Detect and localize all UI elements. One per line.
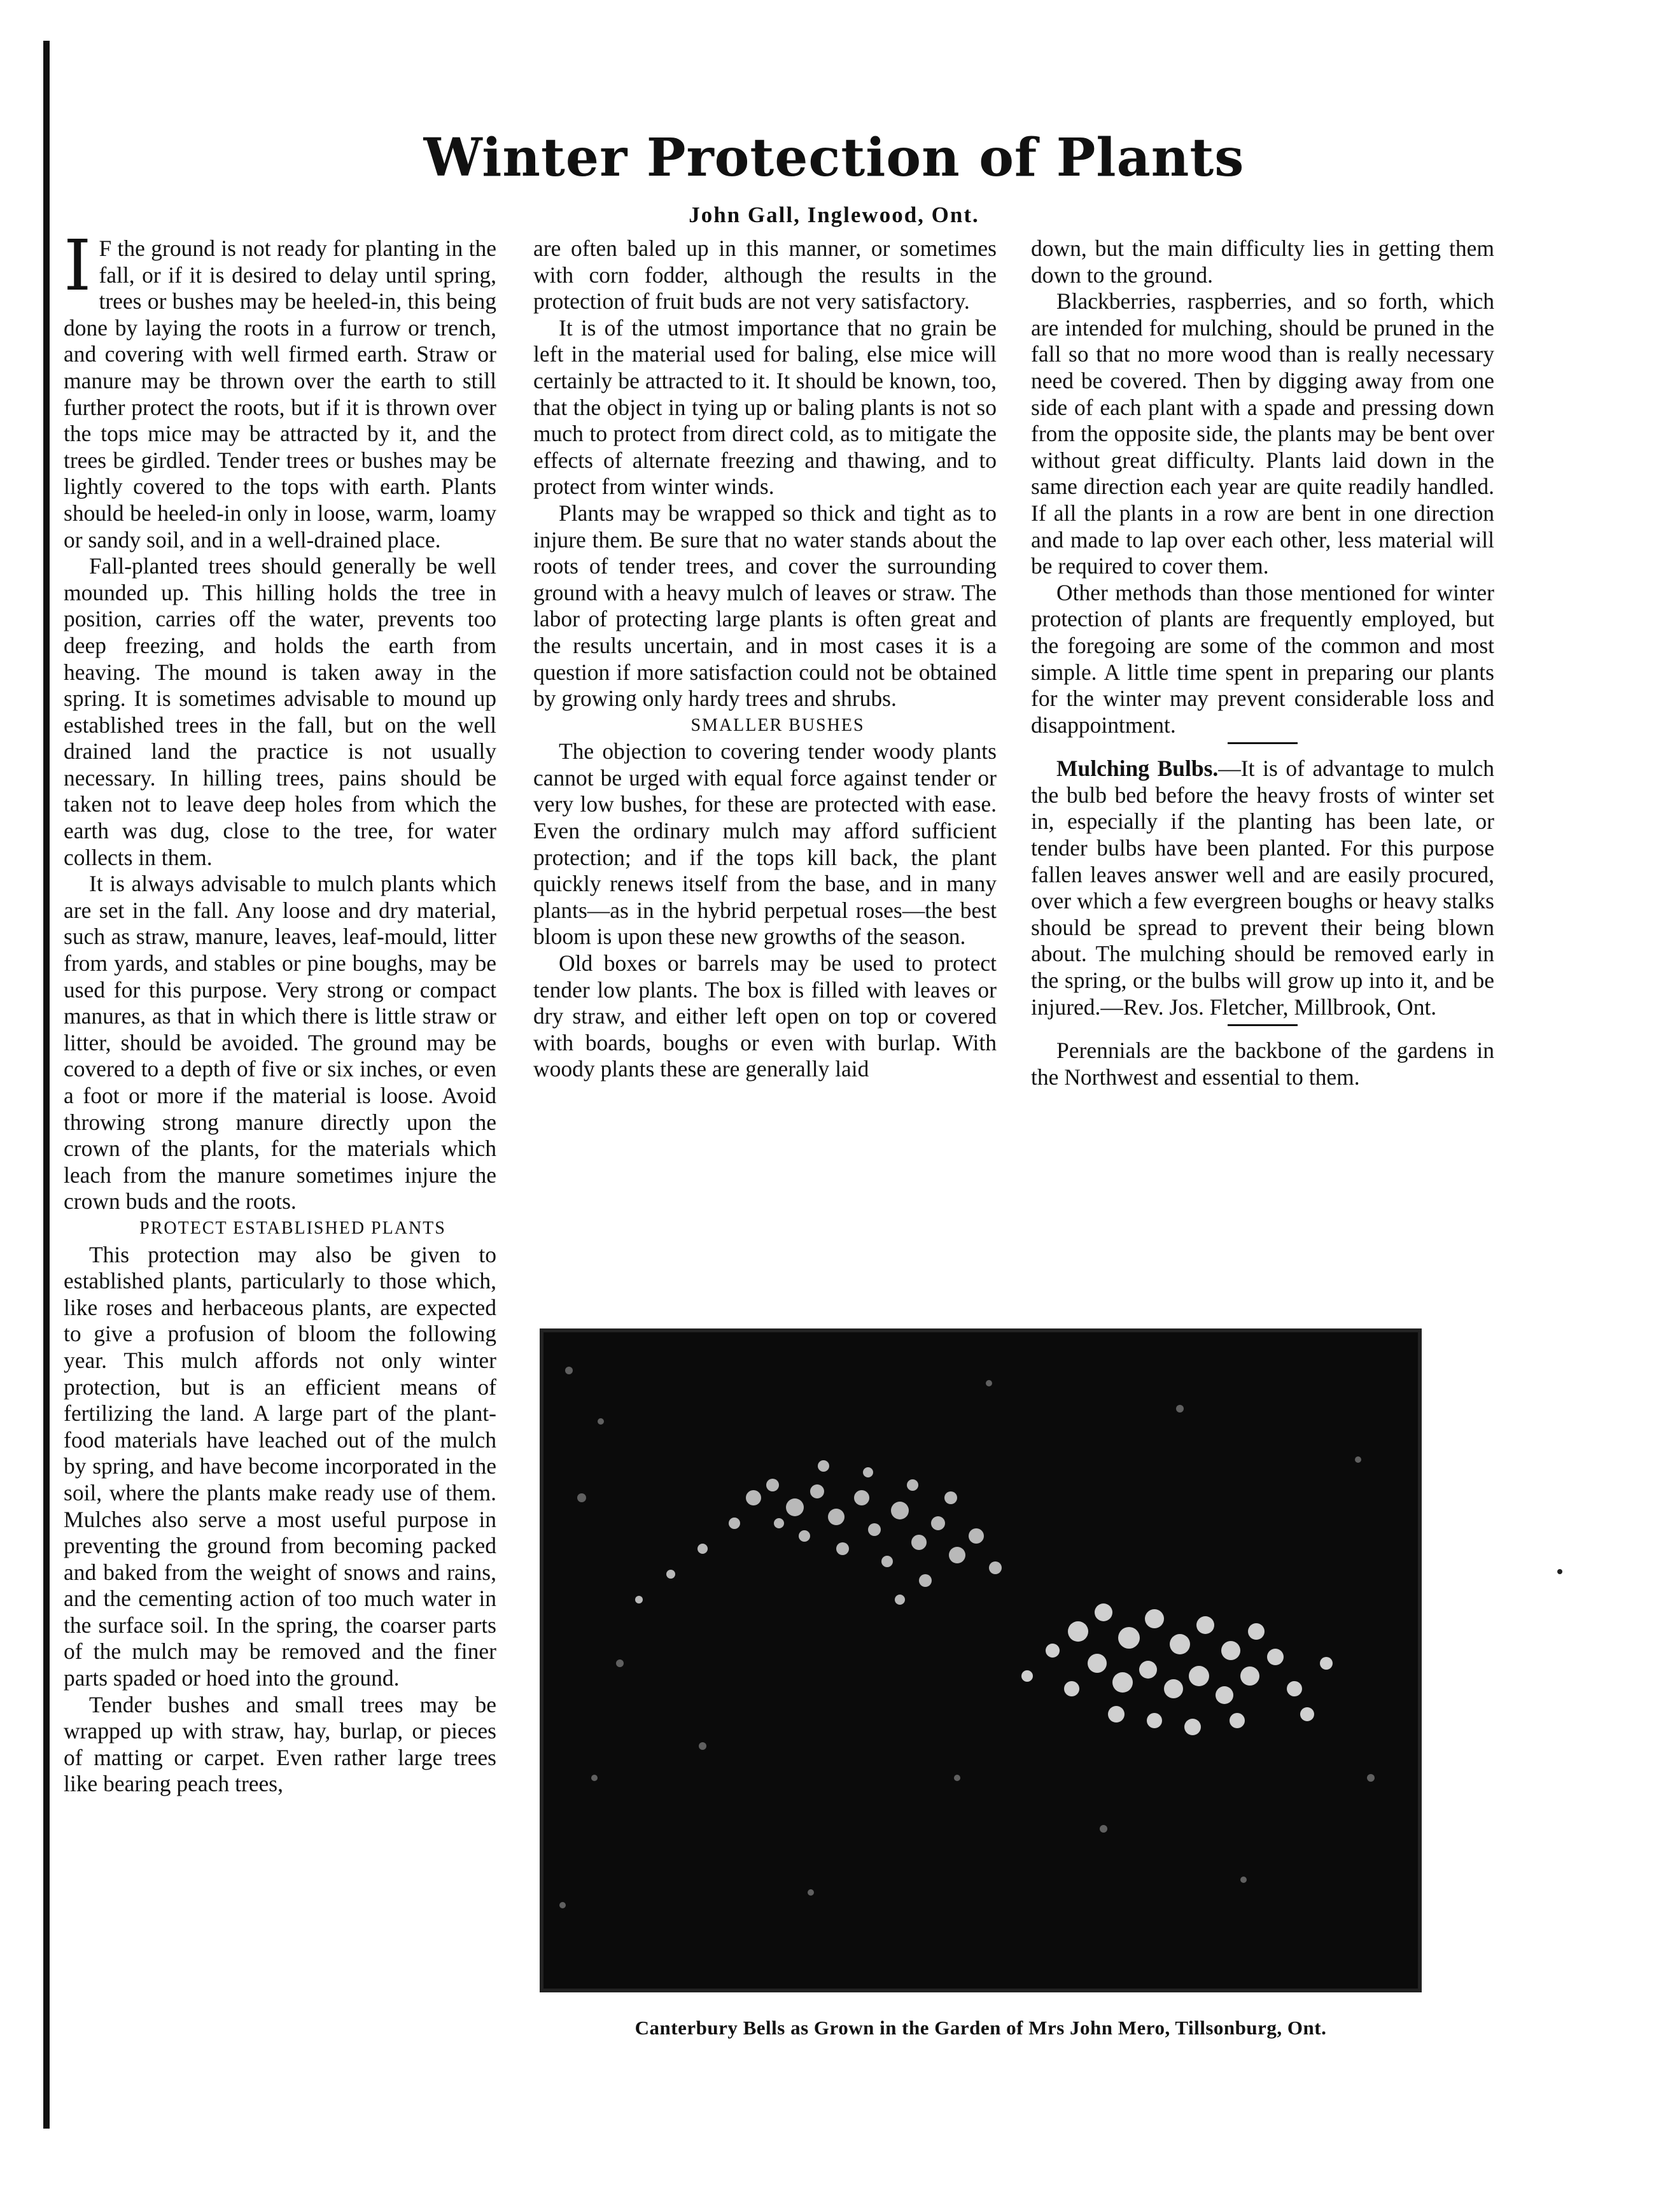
paragraph: Blackberries, raspberries, and so forth, which are intended for mulching, should be pruned in the fall so that no more wood than is really necessary need be covered. Then by digging away from one side of each plant with a spade and pressing down from the opposite side, the plants may be bent over without great difficulty. Plants laid down in the same direction each year are quite readily handled. If all the plants in a row are bent in one direction and made to lap over each other, less material will be required to cover them. <box>1031 288 1494 579</box>
paragraph: The objection to covering tender woody plants cannot be urged with equal force against tender or very low bushes, for these are protected with ease. Even the ordinary mulch may afford sufficient protection; and if the tops kill back, the plant quickly renews itself from the base, and in many plants—as in the hybrid perpetual roses—the best bloom is upon these new growths of the season. <box>533 738 997 950</box>
paragraph: Perennials are the backbone of the gardens in the Northwest and essential to them. <box>1031 1038 1494 1090</box>
photo-image <box>543 1332 1418 1989</box>
column-1 <box>64 225 496 1798</box>
run-in-heading: Mulching Bulbs. <box>1056 756 1219 782</box>
section-heading: SMALLER BUSHES <box>690 715 865 735</box>
paragraph: Other methods than those mentioned for winter protection of plants are frequently employed, but the foregoing are some of the common and most simple. A little time spent in preparing our plants for the winter may prevent considerable loss and disappointment. <box>1031 579 1494 738</box>
paragraph: Mulching Bulbs.—It is of advantage to mulch the bulb bed before the heavy frosts of winter set in, especially if the planting has been late, or tender bulbs have been planted. For this purpose fallen leaves answer well and are easily procured, over which a few evergreen boughs or heavy stalks should be spread to prevent their being blown about. The mulching should be removed early in the spring, or the bulbs will grow up into it, and be injured.—Rev. Jos. Fletcher, Millbrook, Ont. <box>1031 756 1494 1020</box>
paragraph: This protection may also be given to established plants, particularly to those which, like roses and herbaceous plants, are expected to give a profusion of bloom the following year. This mulch affords not only winter protection, but is an efficient means of fertilizing the land. A large part of the plant-food materials have leached out of the mulch by spring, and have become incorporated in the soil, where the plants make ready use of them. Mulches also serve a most useful purpose in preventing the ground from becoming packed and baked from the weight of snows and rains, and the cementing action of too much water in the surface soil. In the spring, the coarser parts of the mulch may be removed and the finer parts spaded or hoed into the ground. <box>64 1241 496 1691</box>
paragraph: Fall-planted trees should generally be well mounded up. This hilling holds the tree in position, carries off the water, prevents too deep freezing, and holds the earth from heaving. The mound is taken away in the spring. It is sometimes advisable to mound up established trees in the fall, but on the well drained land the practice is not usually necessary. In hilling trees, pains should be taken not to leave deep holes from which the earth was dug, close to the tree, for water collects in them. <box>64 553 496 870</box>
paragraph: Plants may be wrapped so thick and tight as to injure them. Be sure that no water stands about the roots of tender trees, and cover the surrounding ground with a heavy mulch of leaves or straw. The labor of protecting large plants is often great and the results uncertain, and in most cases it is a question if more satisfaction could not be obtained by growing only hardy trees and shrubs. <box>533 500 997 712</box>
paragraph: down, but the main difficulty lies in getting them down to the ground. <box>1031 236 1494 288</box>
page-speck <box>1557 1569 1562 1574</box>
paragraph: I F the ground is not ready for planting in the fall, or if it is desired to delay until spring, trees or bushes may be heeled-in, this being done by laying the roots in a furrow or trench, and covering with well firmed earth. Straw or manure may be thrown over the earth to still further protect the roots, but if it is thrown over the tops mice may be attracted by it, and the trees be girdled. Tender trees or bushes may be lightly covered to the tops with earth. Plants should be heeled-in only in loose, warm, loamy or sandy soil, and in a well-drained place. <box>64 225 496 553</box>
article-byline: John Gall, Inglewood, Ont. <box>689 202 979 227</box>
drop-cap: I <box>64 225 92 306</box>
paragraph: It is of the utmost importance that no grain be left in the material used for baling, else mice will certainly be attracted to it. It should be known, too, that the object in tying up or baling plants is not so much to protect from direct cold, as to mitigate the effects of alternate freezing and thawing, and to protect from winter winds. <box>533 314 997 500</box>
section-separator <box>1228 1024 1298 1026</box>
section-heading: PROTECT ESTABLISHED PLANTS <box>139 1218 446 1238</box>
paragraph: Tender bushes and small trees may be wrapped up with straw, hay, burlap, or pieces of matting or carpet. Even rather large trees like bearing peach trees, <box>64 1691 496 1797</box>
paragraph: It is always advisable to mulch plants which are set in the fall. Any loose and dry material, such as straw, manure, leaves, leaf-mould, litter from yards, and stables or pine boughs, may be used for this purpose. Very strong or compact manures, as that in which there is little straw or litter, should be avoided. The ground may be covered to a depth of five or six inches, or even a foot or more if the material is loose. Avoid throwing strong manure directly upon the crown of the plants, for the materials which leach from the manure sometimes injure the crown buds and the roots. <box>64 871 496 1215</box>
article-title: Winter Protection of Plants <box>423 127 1245 188</box>
paragraph: are often baled up in this manner, or sometimes with corn fodder, although the results in the protection of fruit buds are not very satisfactory. <box>533 236 997 314</box>
column-2 <box>533 236 997 1083</box>
figure-caption: Canterbury Bells as Grown in the Garden of Mrs John Mero, Tillsonburg, Ont. <box>634 2017 1327 2039</box>
section-separator <box>1228 742 1298 744</box>
left-margin-rule <box>43 41 50 2129</box>
paragraph: Old boxes or barrels may be used to protect tender low plants. The box is filled with leaves or dry straw, and either left open on top or covered with boards, boughs or even with burlap. With woody plants these are generally laid <box>533 950 997 1082</box>
column-3 <box>1031 236 1494 1090</box>
canterbury-bells-photo <box>540 1328 1422 1992</box>
